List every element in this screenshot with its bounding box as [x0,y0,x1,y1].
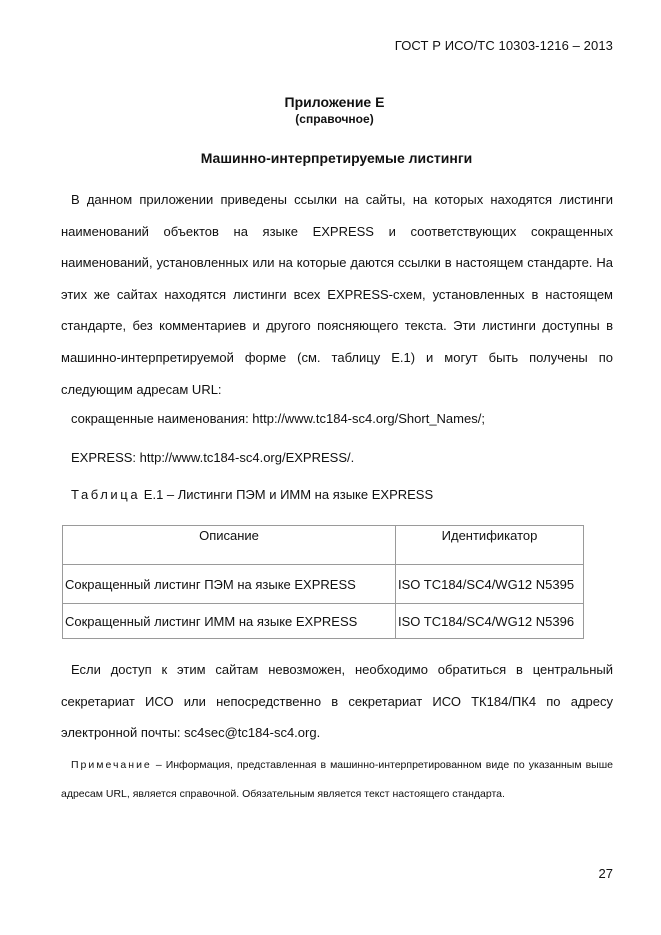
standard-header: ГОСТ Р ИСО/ТС 10303-1216 – 2013 [394,38,613,53]
table-header-row [63,526,584,565]
header-identifier: Идентификатор [396,526,584,565]
intro-paragraph: В данном приложении приведены ссылки на сайты, на которых находятся листинги наименований объектов на языке EXPRESS и соответствующих сокращенных наименований, установленных или на которые даются ссылки в настоящем стандарте. На этих же сайтах находятся листинги всех EXPRESS-схем, установленных в настоящем стандарте, без комментариев и другого поясняющего текста. Эти листинги доступны в машинно-интерпретируемой форме (см. таблицу Е.1) и могут быть получены по следующим адресам URL: [61,192,613,397]
row-description: Сокращенный листинг ПЭМ на языке EXPRESS [63,565,396,604]
row-identifier: ISO TC184/SC4/WG12 N5396 [396,604,584,639]
row-description: Сокращенный листинг ИММ на языке EXPRESS [63,604,396,639]
page-number: 27 [598,866,613,881]
row-identifier: ISO TC184/SC4/WG12 N5395 [396,565,584,604]
header-description: Описание [63,526,396,565]
table-row [63,565,584,604]
note-label: Примечание [71,759,152,771]
annex-subtitle: (справочное) [295,112,374,126]
table-caption-text: Е.1 – Листинги ПЭМ и ИММ на языке EXPRESS [143,487,434,502]
note-block [61,751,613,809]
table-caption-label: Таблица [71,487,141,502]
section-title: Машинно-интерпретируемые листинги [200,150,473,166]
contact-paragraph: Если доступ к этим сайтам невозможен, необходимо обратиться в центральный секретариат ИСО или непосредственно в секретариат ИСО ТК184/ПК4 по адресу электронной почты: sc4sec@tc184-sc4.org. [61,662,613,741]
express-url-line: EXPRESS: http://www.tc184-sc4.org/EXPRESS/. [71,450,355,465]
note-text: – Информация, представленная в машинно-интерпретированном виде по указанным выше адресам URL, является справочной. Обязательным является текст настоящего стандарта. [61,759,613,800]
table-caption [71,487,433,502]
short-names-url-line: сокращенные наименования: http://www.tc184-sc4.org/Short_Names/; [71,411,485,426]
listings-table [62,525,584,639]
table-row [63,604,584,639]
annex-title: Приложение Е [284,94,385,110]
